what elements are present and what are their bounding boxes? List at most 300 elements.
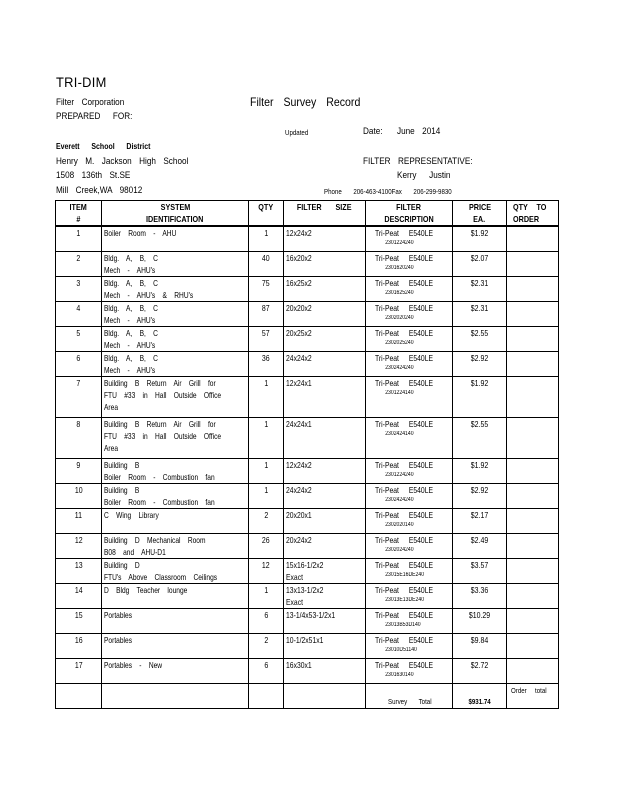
item-number-cell xyxy=(56,608,102,633)
filter-description: Tri-Peat E540LE xyxy=(375,634,434,645)
qty-value: 26 xyxy=(262,534,270,545)
system-identification-line: Building D Mechanical Room xyxy=(104,534,206,545)
item-number-cell xyxy=(56,351,102,376)
table-row xyxy=(56,376,559,417)
survey-total-value: $931.74 xyxy=(468,696,491,706)
system-identification-cell xyxy=(102,583,249,608)
price-value: $3.57 xyxy=(470,559,489,570)
qty-to-order-cell xyxy=(507,326,559,351)
table-row xyxy=(56,326,559,351)
qty-value: 75 xyxy=(262,277,270,288)
qty-value: 6 xyxy=(264,609,268,620)
qty-cell xyxy=(249,458,284,483)
filter-size-cell xyxy=(284,458,366,483)
qty-cell xyxy=(249,483,284,508)
qty-to-order-cell xyxy=(507,276,559,301)
filter-part-number: 2302024240 xyxy=(385,546,414,553)
filter-size-cell xyxy=(284,608,366,633)
qty-cell xyxy=(249,417,284,458)
filter-part-number: 2302020240 xyxy=(385,314,414,321)
qty-value: 57 xyxy=(262,327,270,338)
filter-part-number: 2301224240 xyxy=(385,471,414,478)
filter-rep-label: FILTER REPRESENTATIVE: xyxy=(363,156,473,167)
table-row xyxy=(56,251,559,276)
system-identification-cell xyxy=(102,226,249,251)
item-number-cell xyxy=(56,533,102,558)
filter-description: Tri-Peat E540LE xyxy=(375,418,434,429)
price-cell xyxy=(453,301,507,326)
filter-rep-name: Kerry Justin xyxy=(397,170,451,181)
table-row xyxy=(56,533,559,558)
system-identification-cell xyxy=(102,533,249,558)
price-value: $1.92 xyxy=(470,377,489,388)
price-value: $2.17 xyxy=(470,509,489,520)
filter-description-cell xyxy=(366,376,453,417)
school-name: Henry M. Jackson High School xyxy=(56,156,189,167)
filter-description-cell xyxy=(366,608,453,633)
filter-size: 24x24x1 xyxy=(286,418,312,429)
system-identification-cell xyxy=(102,351,249,376)
filter-description-cell xyxy=(366,276,453,301)
filter-part-number: 2302424240 xyxy=(385,364,414,371)
filter-part-number: 2302025240 xyxy=(385,339,414,346)
table-row xyxy=(56,417,559,458)
survey-total-label-cell xyxy=(366,683,453,708)
qty-value: 2 xyxy=(264,509,268,520)
price-cell xyxy=(453,251,507,276)
item-number: 6 xyxy=(76,352,81,363)
filter-size: 10-1/2x51x1 xyxy=(286,634,324,645)
item-number: 17 xyxy=(74,659,83,670)
price-cell xyxy=(453,583,507,608)
qty-to-order-cell xyxy=(507,458,559,483)
price-value: $2.92 xyxy=(470,352,489,363)
filter-description: Tri-Peat E540LE xyxy=(375,559,434,570)
system-identification-line: Mech - AHU's xyxy=(104,264,156,275)
price-cell xyxy=(453,326,507,351)
system-identification-line: FTU's Above Classroom Ceilings xyxy=(104,571,218,582)
col-header-qty: QTY xyxy=(249,201,284,227)
filter-size: 16x25x2 xyxy=(286,277,312,288)
system-identification-cell xyxy=(102,276,249,301)
price-cell xyxy=(453,658,507,683)
filter-part-number: 23013B53D140 xyxy=(385,621,421,628)
district-name: Everett School District xyxy=(56,141,151,151)
survey-total-cell xyxy=(453,683,507,708)
item-number: 12 xyxy=(74,534,83,545)
qty-cell xyxy=(249,508,284,533)
system-identification-cell xyxy=(102,251,249,276)
qty-cell xyxy=(249,658,284,683)
qty-to-order-cell xyxy=(507,483,559,508)
table-row xyxy=(56,226,559,251)
system-identification-line: Mech - AHU's xyxy=(104,364,156,375)
filter-description-cell xyxy=(366,417,453,458)
table-row xyxy=(56,608,559,633)
system-identification-line: Portables - New xyxy=(104,659,163,670)
col-header-price: PRICE EA. xyxy=(453,201,507,227)
price-cell xyxy=(453,533,507,558)
filter-description-cell xyxy=(366,326,453,351)
qty-value: 40 xyxy=(262,252,270,263)
qty-to-order-cell xyxy=(507,533,559,558)
qty-cell xyxy=(249,301,284,326)
system-identification-line: D Bldg Teacher lounge xyxy=(104,584,188,595)
price-value: $1.92 xyxy=(470,228,489,238)
price-cell xyxy=(453,226,507,251)
item-number-cell xyxy=(56,558,102,583)
table-row xyxy=(56,483,559,508)
table-row xyxy=(56,458,559,483)
filter-description: Tri-Peat E540LE xyxy=(375,277,434,288)
price-value: $2.49 xyxy=(470,534,489,545)
filter-size: 20x24x2 xyxy=(286,534,312,545)
item-number: 7 xyxy=(76,377,81,388)
system-identification-line: Bldg. A, B, C xyxy=(104,327,158,338)
filter-part-number: 2302020140 xyxy=(385,521,414,528)
filter-size-cell xyxy=(284,326,366,351)
filter-part-number: 2302424140 xyxy=(385,430,414,437)
price-value: $3.36 xyxy=(470,584,489,595)
item-number-cell xyxy=(56,483,102,508)
col-header-filter-description: FILTER DESCRIPTION xyxy=(366,201,453,227)
company-logo-text: TRI-DIM xyxy=(56,74,107,90)
qty-to-order-cell xyxy=(507,633,559,658)
address-line-2: Mill Creek,WA 98012 xyxy=(56,185,143,196)
price-value: $2.55 xyxy=(470,418,489,429)
system-identification-line: B08 and AHU-D1 xyxy=(104,546,166,557)
filter-description-cell xyxy=(366,633,453,658)
filter-description: Tri-Peat E540LE xyxy=(375,459,434,470)
qty-value: 6 xyxy=(264,659,268,670)
qty-value: 12 xyxy=(262,559,270,570)
system-identification-line: Boiler Room - AHU xyxy=(104,228,177,238)
filter-description-cell xyxy=(366,533,453,558)
filter-part-number: 2302424240 xyxy=(385,496,414,503)
filter-size-note: Exact xyxy=(286,571,304,582)
filter-description: Tri-Peat E540LE xyxy=(375,609,434,620)
price-value: $2.55 xyxy=(470,327,489,338)
item-number: 14 xyxy=(74,584,83,595)
item-number-cell xyxy=(56,633,102,658)
qty-value: 1 xyxy=(264,459,268,470)
filter-size-cell xyxy=(284,417,366,458)
filter-size: 13x13-1/2x2 xyxy=(286,584,324,595)
filter-size: 15x16-1/2x2 xyxy=(286,559,324,570)
qty-value: 2 xyxy=(264,634,268,645)
system-identification-cell xyxy=(102,301,249,326)
filter-description-cell xyxy=(366,351,453,376)
system-identification-line: Mech - AHU's xyxy=(104,314,156,325)
qty-value: 1 xyxy=(264,484,268,495)
price-value: $10.29 xyxy=(468,609,491,620)
price-cell xyxy=(453,276,507,301)
system-identification-line: Bldg. A, B, C xyxy=(104,277,158,288)
order-total-cell xyxy=(507,683,559,708)
item-number: 16 xyxy=(74,634,83,645)
system-identification-line: Mech - AHU's & RHU's xyxy=(104,289,194,300)
table-row xyxy=(56,583,559,608)
item-number: 10 xyxy=(74,484,83,495)
filter-description-cell xyxy=(366,226,453,251)
filter-size: 16x30x1 xyxy=(286,659,312,670)
filter-description: Tri-Peat E540LE xyxy=(375,252,434,263)
item-number-cell xyxy=(56,658,102,683)
system-identification-cell xyxy=(102,326,249,351)
filter-description: Tri-Peat E540LE xyxy=(375,534,434,545)
item-number-cell xyxy=(56,583,102,608)
qty-to-order-cell xyxy=(507,583,559,608)
item-number-cell xyxy=(56,301,102,326)
price-cell xyxy=(453,458,507,483)
filter-size-cell xyxy=(284,351,366,376)
totals-row xyxy=(56,683,559,708)
filter-description-cell xyxy=(366,458,453,483)
filter-size-cell xyxy=(284,583,366,608)
qty-to-order-cell xyxy=(507,608,559,633)
filter-description-cell xyxy=(366,658,453,683)
item-number-cell xyxy=(56,251,102,276)
system-identification-cell xyxy=(102,558,249,583)
table-row xyxy=(56,351,559,376)
price-value: $2.31 xyxy=(470,277,489,288)
qty-to-order-cell xyxy=(507,351,559,376)
qty-value: 36 xyxy=(262,352,270,363)
item-number-cell xyxy=(56,326,102,351)
qty-to-order-cell xyxy=(507,301,559,326)
price-cell xyxy=(453,633,507,658)
item-number: 15 xyxy=(74,609,83,620)
table-row xyxy=(56,633,559,658)
filter-part-number: 2301625240 xyxy=(385,289,414,296)
filter-size-note: Exact xyxy=(286,596,304,607)
system-identification-line: Building B xyxy=(104,459,140,470)
filter-description-cell xyxy=(366,301,453,326)
qty-cell xyxy=(249,608,284,633)
filter-description: Tri-Peat E540LE xyxy=(375,484,434,495)
filter-description: Tri-Peat E540LE xyxy=(375,584,434,595)
filter-description: Tri-Peat E540LE xyxy=(375,377,434,388)
price-cell xyxy=(453,608,507,633)
qty-to-order-cell xyxy=(507,226,559,251)
system-identification-line: Bldg. A, B, C xyxy=(104,352,158,363)
system-identification-cell xyxy=(102,608,249,633)
system-identification-cell xyxy=(102,376,249,417)
system-identification-cell xyxy=(102,658,249,683)
item-number: 1 xyxy=(76,228,81,238)
qty-cell xyxy=(249,226,284,251)
price-value: $2.92 xyxy=(470,484,489,495)
price-cell xyxy=(453,376,507,417)
system-identification-cell xyxy=(102,483,249,508)
item-number: 5 xyxy=(76,327,81,338)
address-line-1: 1508 136th St.SE xyxy=(56,170,131,181)
filter-size: 20x20x1 xyxy=(286,509,312,520)
system-identification-cell xyxy=(102,458,249,483)
filter-size: 20x20x2 xyxy=(286,302,312,313)
filter-description: Tri-Peat E540LE xyxy=(375,302,434,313)
filter-size-cell xyxy=(284,483,366,508)
price-cell xyxy=(453,351,507,376)
item-number-cell xyxy=(56,276,102,301)
col-header-system: SYSTEM IDENTIFICATION xyxy=(102,201,249,227)
phone-fax: Phone 206-463-4100Fax 206-299-9830 xyxy=(324,187,452,196)
qty-cell xyxy=(249,558,284,583)
system-identification-line: Portables xyxy=(104,634,133,645)
filter-size: 24x24x2 xyxy=(286,484,312,495)
qty-to-order-cell xyxy=(507,508,559,533)
price-value: $2.31 xyxy=(470,302,489,313)
item-number: 11 xyxy=(74,509,83,520)
filter-description-cell xyxy=(366,508,453,533)
col-header-item: ITEM # xyxy=(56,201,102,227)
filter-size-cell xyxy=(284,276,366,301)
filter-size: 12x24x2 xyxy=(286,228,312,238)
filter-part-number: 2301630140 xyxy=(385,671,414,678)
item-number: 9 xyxy=(76,459,81,470)
price-cell xyxy=(453,508,507,533)
filter-description: Tri-Peat E540LE xyxy=(375,509,434,520)
item-number: 8 xyxy=(76,418,81,429)
qty-to-order-cell xyxy=(507,251,559,276)
col-header-qty-to-order: QTY TO ORDER xyxy=(507,201,559,227)
filter-size-cell xyxy=(284,376,366,417)
totals-empty-cell xyxy=(249,683,284,708)
filter-size-cell xyxy=(284,658,366,683)
date-value: June 2014 xyxy=(397,126,441,137)
price-cell xyxy=(453,417,507,458)
qty-cell xyxy=(249,376,284,417)
item-number: 13 xyxy=(74,559,83,570)
filter-size-cell xyxy=(284,533,366,558)
filter-part-number: 2301224140 xyxy=(385,389,414,396)
system-identification-cell xyxy=(102,417,249,458)
table-row xyxy=(56,658,559,683)
qty-to-order-cell xyxy=(507,658,559,683)
filter-part-number: 23015E16DE240 xyxy=(385,571,425,578)
filter-part-number: 2301620240 xyxy=(385,264,414,271)
qty-cell xyxy=(249,251,284,276)
filter-size: 12x24x2 xyxy=(286,459,312,470)
item-number: 4 xyxy=(76,302,81,313)
filter-description-cell xyxy=(366,483,453,508)
qty-value: 1 xyxy=(264,584,268,595)
qty-cell xyxy=(249,533,284,558)
totals-empty-cell xyxy=(102,683,249,708)
filter-size-cell xyxy=(284,301,366,326)
qty-cell xyxy=(249,583,284,608)
qty-cell xyxy=(249,276,284,301)
col-header-filter-size: FILTER SIZE xyxy=(284,201,366,227)
system-identification-line: C Wing Library xyxy=(104,509,159,520)
order-total-label: Order total xyxy=(511,685,547,695)
table-row xyxy=(56,508,559,533)
system-identification-line: Area xyxy=(104,401,119,412)
filter-description: Tri-Peat E540LE xyxy=(375,327,434,338)
system-identification-line: Building D xyxy=(104,559,140,570)
qty-value: 1 xyxy=(264,228,268,238)
filter-part-number: 23010D51140 xyxy=(385,646,417,653)
table-header-row xyxy=(56,201,559,227)
system-identification-line: FTU #33 in Hall Outside Office xyxy=(104,389,222,400)
company-name: Filter Corporation xyxy=(56,97,125,108)
table-row xyxy=(56,558,559,583)
totals-empty-cell xyxy=(56,683,102,708)
system-identification-cell xyxy=(102,508,249,533)
filter-description: Tri-Peat E540LE xyxy=(375,228,434,238)
filter-description: Tri-Peat E540LE xyxy=(375,659,434,670)
filter-survey-table xyxy=(55,200,559,709)
filter-size: 24x24x2 xyxy=(286,352,312,363)
filter-size-cell xyxy=(284,558,366,583)
qty-value: 1 xyxy=(264,377,268,388)
item-number: 3 xyxy=(76,277,81,288)
item-number-cell xyxy=(56,226,102,251)
system-identification-line: Building B xyxy=(104,484,140,495)
qty-cell xyxy=(249,326,284,351)
qty-to-order-cell xyxy=(507,417,559,458)
filter-size-cell xyxy=(284,251,366,276)
system-identification-line: Bldg. A, B, C xyxy=(104,252,158,263)
qty-cell xyxy=(249,633,284,658)
item-number-cell xyxy=(56,508,102,533)
filter-size: 12x24x1 xyxy=(286,377,312,388)
filter-description: Tri-Peat E540LE xyxy=(375,352,434,363)
item-number-cell xyxy=(56,458,102,483)
qty-to-order-cell xyxy=(507,376,559,417)
system-identification-cell xyxy=(102,633,249,658)
filter-description-cell xyxy=(366,558,453,583)
system-identification-line: Bldg. A, B, C xyxy=(104,302,158,313)
system-identification-line: Portables xyxy=(104,609,133,620)
system-identification-line: Building B Return Air Grill for xyxy=(104,377,216,388)
qty-to-order-cell xyxy=(507,558,559,583)
filter-size-cell xyxy=(284,508,366,533)
item-number-cell xyxy=(56,417,102,458)
filter-part-number: 23013E13DE240 xyxy=(385,596,425,603)
system-identification-line: Building B Return Air Grill for xyxy=(104,418,216,429)
price-value: $2.72 xyxy=(470,659,489,670)
price-value: $9.84 xyxy=(470,634,489,645)
item-number-cell xyxy=(56,376,102,417)
system-identification-line: Boiler Room - Combustion fan xyxy=(104,496,215,507)
system-identification-line: Area xyxy=(104,442,119,453)
price-cell xyxy=(453,483,507,508)
filter-part-number: 2301224240 xyxy=(385,240,414,246)
filter-size: 16x20x2 xyxy=(286,252,312,263)
filter-size-cell xyxy=(284,226,366,251)
system-identification-line: Boiler Room - Combustion fan xyxy=(104,471,215,482)
totals-empty-cell xyxy=(284,683,366,708)
system-identification-line: Mech - AHU's xyxy=(104,339,156,350)
filter-size: 20x25x2 xyxy=(286,327,312,338)
filter-description-cell xyxy=(366,583,453,608)
date-label: Date: xyxy=(363,126,383,137)
qty-value: 1 xyxy=(264,418,268,429)
prepared-for-label: PREPARED FOR: xyxy=(56,111,133,122)
table-row xyxy=(56,276,559,301)
page-title: Filter Survey Record xyxy=(250,95,361,109)
price-value: $2.07 xyxy=(470,252,489,263)
price-cell xyxy=(453,558,507,583)
filter-description-cell xyxy=(366,251,453,276)
price-value: $1.92 xyxy=(470,459,489,470)
filter-size-cell xyxy=(284,633,366,658)
item-number: 2 xyxy=(76,252,81,263)
qty-cell xyxy=(249,351,284,376)
qty-value: 87 xyxy=(262,302,270,313)
updated-label: Updated xyxy=(285,128,309,137)
